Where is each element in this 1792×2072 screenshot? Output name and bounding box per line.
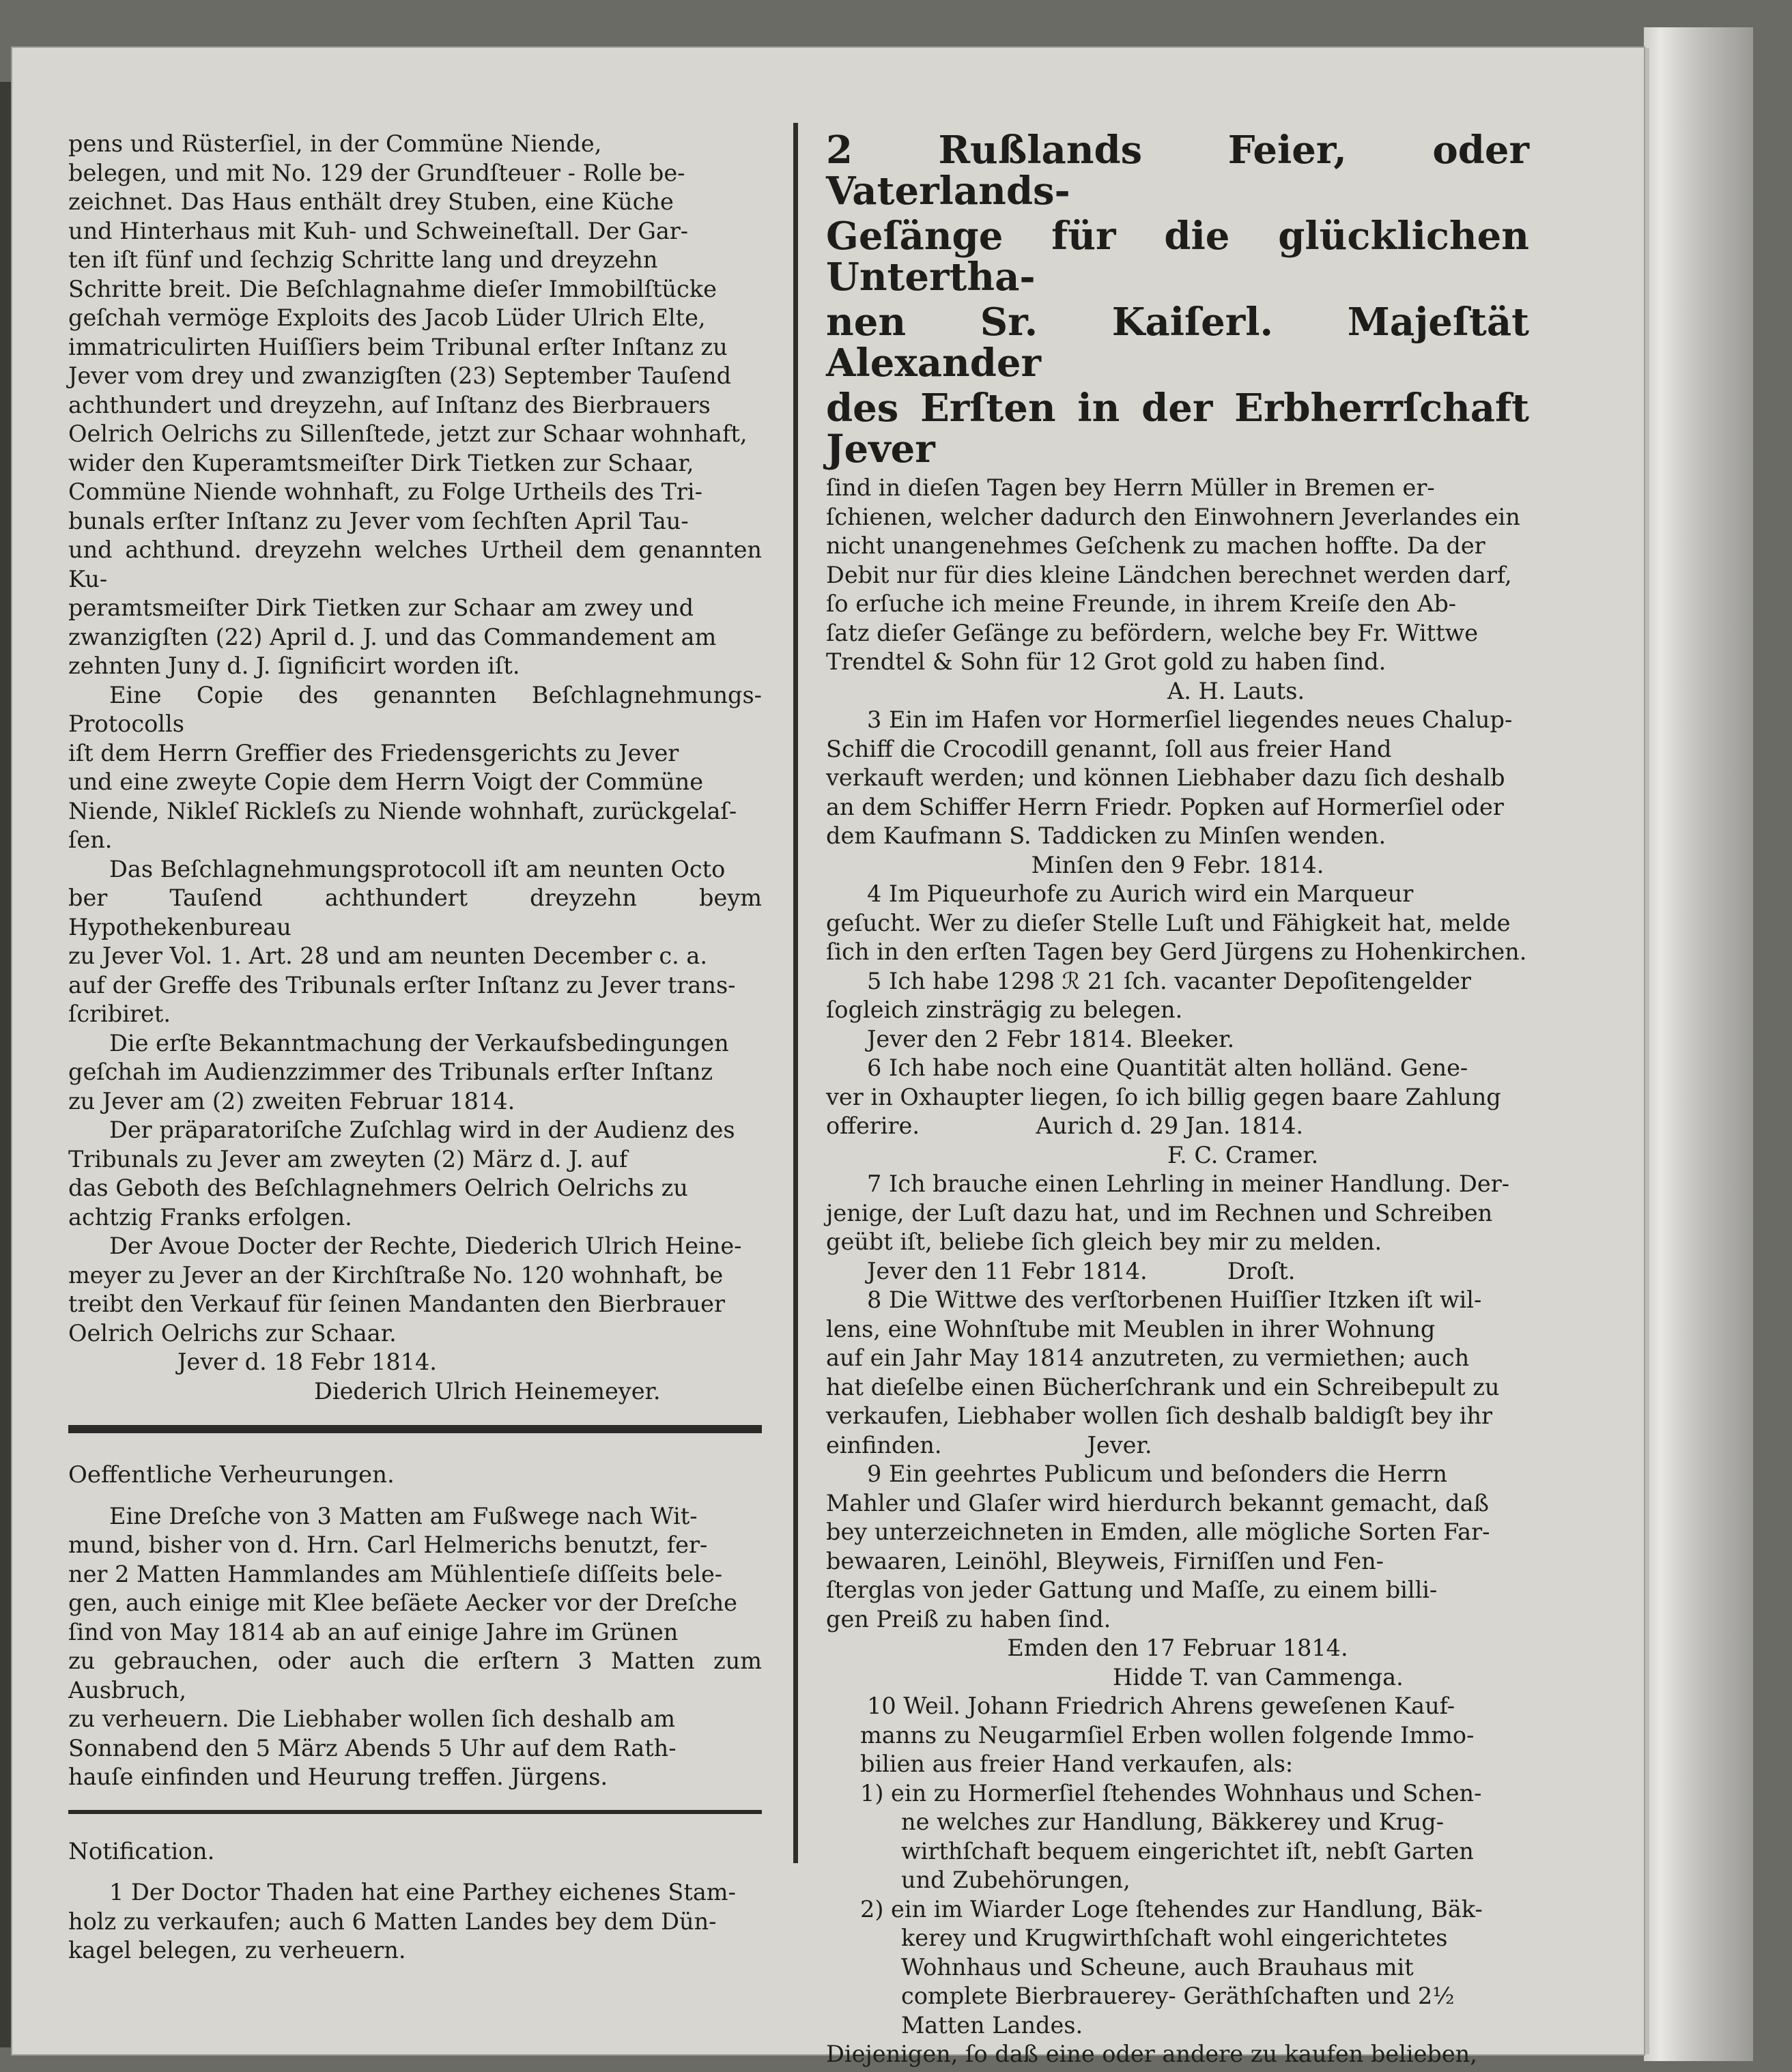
title-line: 2 Rußlands Feier, oder Vaterlands- (826, 128, 1529, 214)
signature: Diederich Ulrich Heinemeyer. (314, 1377, 661, 1405)
protocol-paragraph (68, 855, 762, 1029)
text-line: geübt iſt, beliebe ſich gleich bey mir zu melden. (826, 1228, 1382, 1255)
text-line: kagel belegen, zu verheuern. (68, 1937, 406, 1963)
text-line: 2) ein im Wiarder Loge ſtehendes zur Handlung, Bäk- (860, 1895, 1483, 1923)
text-line: und eine zweyte Copie dem Herrn Voigt der Commüne (68, 768, 704, 795)
text-line: Oelrich Oelrichs zu Sillenſtede, jetzt zur Schaar wohnhaft, (68, 420, 748, 447)
text-line: zu verheuern. Die Liebhaber wollen ſich deshalb am (68, 1706, 676, 1732)
item8-body (826, 1286, 1529, 1460)
text-line: holz zu verkaufen; auch 6 Matten Landes bey dem Dün- (68, 1908, 717, 1935)
item2-title (826, 130, 1529, 470)
text-line: 10 Weil. Johann Friedrich Ahrens geweſenen Kauf- (867, 1693, 1455, 1719)
text-line: und Hinterhaus mit Kuh- und Schweineſtall. Der Gar- (68, 217, 689, 244)
text-line: geſucht. Wer zu dieſer Stelle Luſt und Fähigkeit hat, melde (826, 909, 1511, 936)
text-line: achthundert und dreyzehn, auf Inſtanz des Bierbrauers (68, 391, 711, 418)
item9-signature: Hidde T. van Cammenga. (1113, 1663, 1404, 1690)
text-line: nicht unangenehmes Geſchenk zu machen hoffte. Da der (826, 532, 1485, 559)
text-line: mund, bisher von d. Hrn. Carl Helmerichs benutzt, fer- (68, 1531, 708, 1558)
text-line: an dem Schiffer Herrn Friedr. Popken auf Hormerſiel oder (826, 793, 1504, 820)
item7-date: Jever den 11 Febr 1814. Droſt. (867, 1257, 1296, 1284)
text-line: ſind von May 1814 ab an auf einige Jahre im Grünen (68, 1618, 679, 1645)
column-divider (793, 123, 798, 1863)
text-line: ſen. (68, 826, 113, 853)
text-line: bilien aus freier Hand verkaufen, als: (860, 1751, 1294, 1777)
text-line: complete Bierbrauerey- Geräthſchaften und 2½ (901, 1983, 1455, 2009)
text-line: Matten Landes. (901, 2011, 1083, 2039)
text-line: gen Preiß zu haben ſind. (826, 1605, 1111, 1632)
preparatory-paragraph (68, 1116, 762, 1232)
item10-body (826, 1692, 1529, 1779)
text-line: hauſe einfinden und Heurung treffen. Jürgens. (68, 1764, 608, 1790)
text-line: manns zu Neugarmſiel Erben wollen folgende Immo- (860, 1721, 1475, 1749)
item6-signature: F. C. Cramer. (1167, 1141, 1319, 1168)
right-column (826, 130, 1529, 2069)
left-column (68, 130, 762, 1966)
place-date: Jever d. 18 Febr 1814. (177, 1349, 437, 1375)
text-line: Das Beſchlagnehmungsprotocoll iſt am neunten Octo (109, 855, 726, 882)
text-line: einfinden. Jever. (826, 1431, 1152, 1458)
item5-date: Jever den 2 Febr 1814. Bleeker. (867, 1025, 1235, 1052)
copy-paragraph (68, 681, 762, 855)
text-line: Eine Dreſche von 3 Matten am Fußwege nach Wit- (109, 1502, 698, 1529)
text-line: pens und Rüsterſiel, in der Commüne Niende, (68, 130, 602, 157)
title-line: nen Sr. Kaiſerl. Majeſtät Alexander (826, 300, 1529, 386)
text-line: 4 Im Piqueurhofe zu Aurich wird ein Marqueur (867, 880, 1414, 907)
text-line: Debit nur für dies kleine Ländchen berechnet werden darf, (826, 561, 1512, 588)
text-line: ſich in den erſten Tagen bey Gerd Jürgens zu Hohenkirchen. (826, 938, 1527, 965)
text-line: zu gebrauchen, oder auch die erſtern 3 Matten zum Ausbruch, (68, 1647, 762, 1703)
text-line: und Zubehörungen, (901, 1867, 1130, 1893)
text-line: hat dieſelbe einen Bücherſchrank und ein Schreibepult zu (826, 1373, 1500, 1400)
text-line: ten iſt fünf und ſechzig Schritte lang und dreyzehn (68, 246, 658, 273)
text-line: iſt dem Herrn Greffier des Friedensgerichts zu Jever (68, 739, 679, 766)
text-line: 1) ein zu Hormerſiel ſtehendes Wohnhaus und Schen- (860, 1779, 1482, 1807)
text-line: immatriculirten Huiſſiers beim Tribunal erſter Inſtanz zu (68, 333, 728, 360)
text-line: 6 Ich habe noch eine Quantität alten holländ. Gene- (867, 1054, 1468, 1081)
text-line: ſchienen, welcher dadurch den Einwohnern Jeverlandes ein (826, 503, 1520, 530)
text-line: das Geboth des Beſchlagnehmers Oelrich Oelrichs zu (68, 1175, 688, 1201)
item3-body (826, 706, 1529, 851)
text-line: Die erſte Bekanntmachung der Verkaufsbedingungen (109, 1029, 729, 1056)
text-line: jenige, der Luſt dazu hat, und im Rechnen und Schreiben (826, 1199, 1493, 1226)
text-line: wirthſchaft bequem eingerichtet iſt, nebſt Garten (901, 1837, 1474, 1865)
text-line: zu Jever Vol. 1. Art. 28 und am neunten December c. a. (68, 943, 708, 969)
text-line: treibt den Verkauf für ſeinen Mandanten den Bierbrauer (68, 1291, 725, 1317)
text-line: bewaaren, Leinöhl, Bleyweis, Firniſſen und Fen- (826, 1547, 1384, 1574)
text-line: Commüne Niende wohnhaft, zu Folge Urtheils des Tri- (68, 478, 702, 505)
text-line: Der präparatoriſche Zuſchlag wird in der Audienz des (109, 1117, 735, 1143)
text-line: Eine Copie des genannten Beſchlagnehmungs-Protocolls (68, 681, 762, 737)
text-line: ver in Oxhaupter liegen, ſo ich billig gegen baare Zahlung (826, 1083, 1501, 1110)
text-line: peramtsmeiſter Dirk Tietken zur Schaar am zwey und (68, 594, 694, 621)
text-line: dem Kaufmann S. Taddicken zu Minſen wenden. (826, 822, 1386, 849)
text-line: verkauft werden; und können Liebhaber dazu ſich deshalb (826, 764, 1505, 791)
text-line: und achthund. dreyzehn welches Urtheil dem genannten Ku- (68, 536, 762, 592)
text-line: belegen, und mit No. 129 der Grundſteuer - Rolle be- (68, 159, 685, 186)
notice-continued (68, 130, 762, 681)
text-line: 8 Die Wittwe des verſtorbenen Huiſſier Itzken iſt wil- (867, 1286, 1482, 1313)
closing-line: Diejenigen, ſo daß eine oder andere zu kaufen belieben, (826, 2041, 1477, 2067)
text-line: verkaufen, Liebhaber wollen ſich deshalb baldigſt bey ihr (826, 1402, 1493, 1429)
item5-body (826, 967, 1529, 1025)
text-line: Trendtel & Sohn für 12 Grot gold zu haben ſind. (826, 648, 1386, 675)
text-line: Mahler und Glaſer wird hierdurch bekannt gemacht, daß (826, 1489, 1489, 1516)
text-line: auf der Greffe des Tribunals erſter Inſtanz zu Jever trans- (68, 971, 736, 998)
text-line: ſterglas von jeder Gattung und Maſſe, zu einem billi- (826, 1577, 1438, 1603)
text-line: bey unterzeichneten in Emden, alle mögliche Sorten Far- (826, 1519, 1490, 1545)
title-line: Geſänge für die glücklichen Untertha- (826, 214, 1529, 300)
item9-date: Emden den 17 Februar 1814. (1007, 1635, 1348, 1661)
text-line: geſchah vermöge Exploits des Jacob Lüder Ulrich Elte, (68, 304, 706, 331)
text-line: Niende, Nikleſ Rickleſs zu Niende wohnhaft, zurückgelaſ- (68, 797, 737, 824)
text-line: gen, auch einige mit Klee beſäete Aecker vor der Dreſche (68, 1589, 737, 1616)
item4-body (826, 880, 1529, 967)
page-gutter-shadow (0, 82, 14, 2047)
text-line: meyer zu Jever an der Kirchſtraße No. 120 wohnhaft, be (68, 1261, 724, 1289)
item3-date: Minſen den 9 Febr. 1814. (1031, 851, 1324, 878)
section-heading: Oeffentliche Verheurungen. (68, 1461, 395, 1488)
lease-paragraph (68, 1502, 762, 1792)
text-line: ſogleich zinsträgig zu belegen. (826, 996, 1183, 1023)
text-line: ſind in dieſen Tagen bey Herrn Müller in Bremen er- (826, 474, 1435, 501)
text-line: ſo erſuche ich meine Freunde, in ihrem Kreiſe den Ab- (826, 590, 1457, 617)
text-line: 7 Ich brauche einen Lehrling in meiner Handlung. Der- (867, 1170, 1510, 1197)
text-line: 3 Ein im Hafen vor Hormerſiel liegendes neues Chalup- (867, 706, 1513, 733)
section-rule (68, 1425, 762, 1433)
text-line: offerire. Aurich d. 29 Jan. 1814. (826, 1112, 1304, 1139)
text-line: bunals erſter Inſtanz zu Jever vom ſechſten April Tau- (68, 507, 689, 534)
text-line: 5 Ich habe 1298 ℛ 21 ſch. vacanter Depoſitengelder (867, 967, 1471, 994)
section-rule-thin (68, 1810, 762, 1814)
first-notice-paragraph (68, 1029, 762, 1117)
item2-signature: A. H. Lauts. (1167, 677, 1305, 704)
text-line: wider den Kuperamtsmeiſter Dirk Tietken zur Schaar, (68, 449, 694, 476)
text-line: zeichnet. Das Haus enthält drey Stuben, eine Küche (68, 188, 674, 215)
text-line: ſatz dieſer Geſänge zu befördern, welche bey Fr. Wittwe (826, 619, 1479, 646)
text-line: Jever vom drey und zwanzigſten (23) September Tauſend (68, 362, 732, 389)
text-line: ne welches zur Handlung, Bäkkerey und Krug- (901, 1809, 1445, 1835)
text-line: Tribunals zu Jever am zweyten (2) März d. J. auf (68, 1145, 628, 1172)
text-line: geſchah im Audienzzimmer des Tribunals erſter Inſtanz (68, 1059, 713, 1085)
text-line: 9 Ein geehrtes Publicum und beſonders die Herrn (867, 1461, 1447, 1487)
text-line: zehnten Juny d. J. ſignificirt worden iſt. (68, 652, 520, 679)
avoue-paragraph (68, 1232, 762, 1348)
text-line: lens, eine Wohnſtube mit Meublen in ihrer Wohnung (826, 1315, 1436, 1342)
item10-sub2 (826, 1895, 1529, 2041)
item6-body (826, 1054, 1529, 1141)
text-line: kerey und Krugwirthſchaft wohl eingerichtetes (901, 1925, 1448, 1951)
text-line: Schiff die Crocodill genannt, ſoll aus freier Hand (826, 735, 1392, 762)
item7-body (826, 1170, 1529, 1257)
text-line: Schritte breit. Die Beſchlagnahme dieſer Immobilſtücke (68, 275, 717, 302)
text-line: zwanzigſten (22) April d. J. und das Commandement am (68, 623, 717, 650)
notification-paragraph (68, 1878, 762, 1966)
text-line: achtzig Franks erfolgen. (68, 1203, 352, 1231)
item10-sub1 (826, 1779, 1529, 1895)
text-line: zu Jever am (2) zweiten Februar 1814. (68, 1087, 515, 1114)
text-line: 1 Der Doctor Thaden hat eine Parthey eichenes Stam- (109, 1879, 736, 1905)
item9-body (826, 1460, 1529, 1634)
text-line: ber Tauſend achthundert dreyzehn beym Hypothekenbureau (68, 884, 762, 940)
text-line: ner 2 Matten Hammlandes am Mühlentieſe diſſeits bele- (68, 1560, 723, 1587)
text-line: auf ein Jahr May 1814 anzutreten, zu vermiethen; auch (826, 1344, 1470, 1371)
text-line: Wohnhaus und Scheune, auch Brauhaus mit (901, 1953, 1414, 1981)
title-line: des Erſten in der Erbherrſchaft Jever (826, 386, 1529, 472)
text-line: Sonnabend den 5 März Abends 5 Uhr auf dem Rath- (68, 1734, 677, 1761)
text-line: Der Avoue Docter der Rechte, Diederich Ulrich Heine- (109, 1233, 742, 1259)
text-line: ſcribiret. (68, 1001, 171, 1027)
notification-heading: Notification. (68, 1837, 215, 1865)
text-line: Oelrich Oelrichs zur Schaar. (68, 1319, 397, 1347)
page-stack-edge (1644, 27, 1753, 2061)
item2-body (826, 474, 1529, 677)
